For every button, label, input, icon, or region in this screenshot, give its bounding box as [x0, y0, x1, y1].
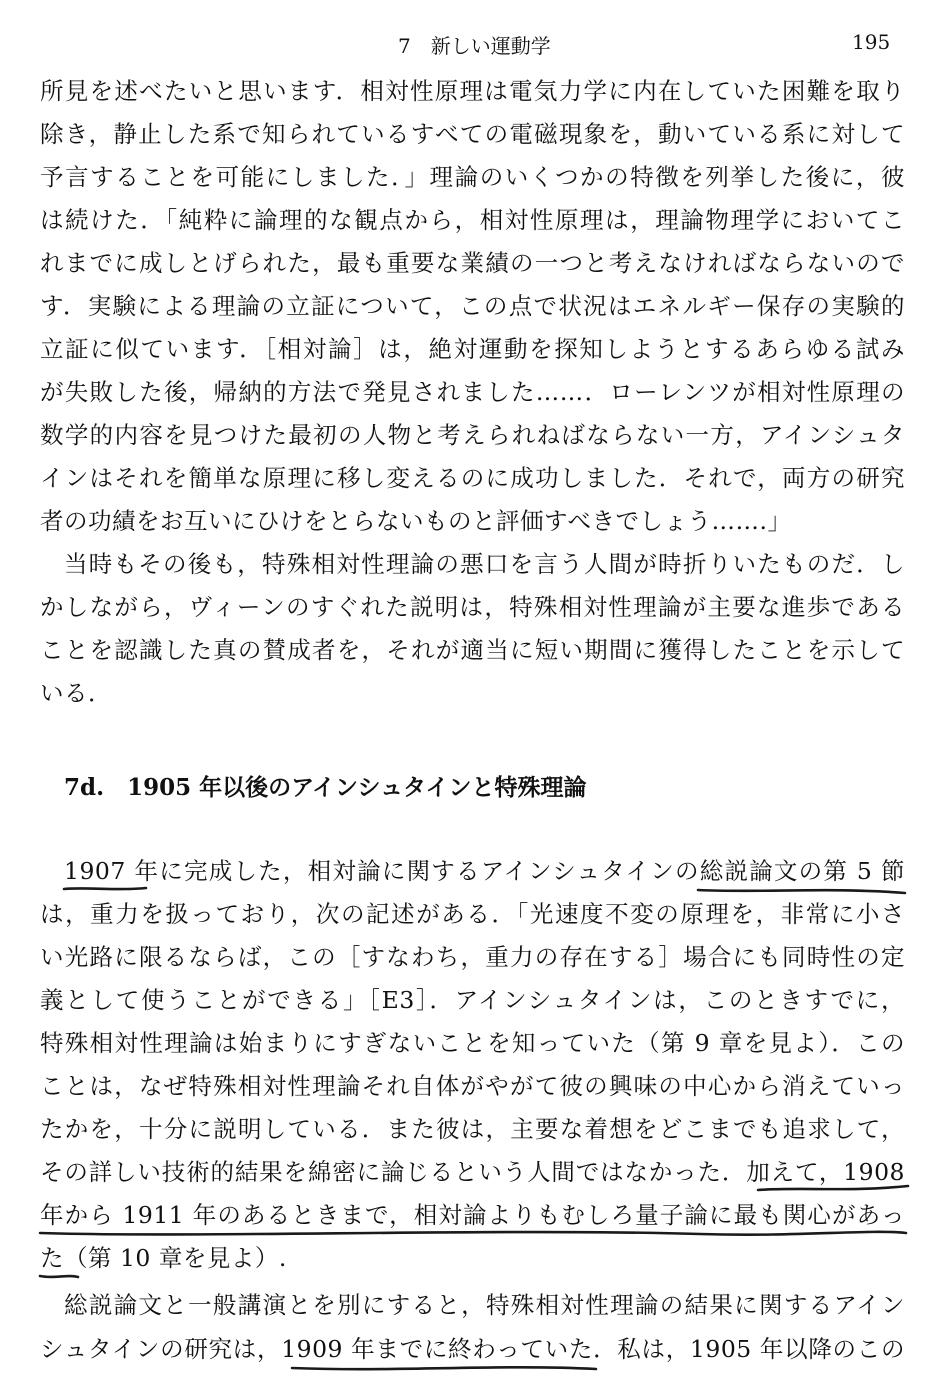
text-line: その詳しい技術的結果を綿密に論じるという人間ではなかった．加えて，1908: [40, 1158, 905, 1186]
chapter-title: 7 新しい運動学: [398, 34, 551, 58]
text-line: す．実験による理論の立証について，この点で状況はエネルギー保存の実験的: [40, 292, 905, 320]
text-line: 1907 年に完成した，相対論に関するアインシュタインの総説論文の第 5 節: [64, 857, 905, 885]
text-line: たかを，十分に説明している．また彼は，主要な着想をどこまでも追求して，: [40, 1115, 905, 1143]
text-line: 総説論文と一般講演とを別にすると，特殊相対性理論の結果に関するアイン: [64, 1291, 905, 1319]
text-line: 数学的内容を見つけた最初の人物と考えられねばならない一方，アインシュタ: [40, 421, 905, 449]
text-line: た（第 10 章を見よ）.: [40, 1244, 287, 1272]
running-head: [0, 30, 945, 60]
underline-1907: [64, 888, 146, 889]
text-line: 特殊相対性理論は始まりにすぎないことを知っていた（第 9 章を見よ）．この: [40, 1029, 905, 1057]
text-line: 所見を述べたいと思います．相対性原理は電気力学に内在していた困難を取り: [40, 77, 905, 105]
text-line: は続けた．「純粋に論理的な観点から，相対性原理は，理論物理学においてこ: [40, 206, 905, 234]
page-number: 195: [852, 30, 891, 54]
underline-quantum: [40, 1232, 906, 1235]
section-heading: 7d. 1905 年以後のアインシュタインと特殊理論: [64, 774, 587, 801]
text-line: ことは，なぜ特殊相対性理論それ自体がやがて彼の興味の中心から消えていっ: [40, 1072, 905, 1100]
text-line: れまでに成しとげられた，最も重要な業績の一つと考えなければならないので: [40, 249, 905, 277]
text-line: 年から 1911 年のあるときまで，相対論よりもむしろ量子論に最も関心があっ: [40, 1201, 905, 1229]
text-line: 当時もその後も，特殊相対性理論の悪口を言う人間が時折りいたものだ．し: [64, 550, 905, 578]
text-line: 者の功績をお互いにひけをとらないものと評価すべきでしょう…….」: [40, 507, 792, 535]
text-line: 除き，静止した系で知られているすべての電磁現象を，動いている系に対して: [40, 120, 905, 148]
underline-1909: [292, 1367, 596, 1369]
text-line: 立証に似ています．［相対論］は，絶対運動を探知しようとするあらゆる試み: [40, 335, 905, 363]
text-line: は，重力を扱っており，次の記述がある．「光速度不変の原理を，非常に小さ: [40, 900, 905, 928]
text-line: 予言することを可能にしました．」理論のいくつかの特徴を列挙した後に，彼: [40, 163, 905, 191]
text-line: シュタインの研究は，1909 年までに終わっていた．私は，1905 年以降のこの: [40, 1335, 905, 1363]
text-line: かしながら，ヴィーンのすぐれた説明は，特殊相対性理論が主要な進歩である: [40, 593, 905, 621]
underline-ta: [40, 1276, 78, 1277]
text-line: い光路に限るならば，この［すなわち，重力の存在する］場合にも同時性の定: [40, 943, 905, 971]
text-line: ことを認識した真の賛成者を，それが適当に短い期間に獲得したことを示して: [40, 636, 905, 664]
text-line: いる．: [40, 679, 112, 707]
underline-review-paper: [698, 890, 905, 893]
text-line: インはそれを簡単な原理に移し変えるのに成功しました．それで，両方の研究: [40, 464, 905, 492]
text-line: 義として使うことができる」［E3］．アインシュタインは，このときすでに，: [40, 986, 905, 1014]
text-line: が失敗した後，帰納的方法で発見されました……．ローレンツが相対性原理の: [40, 378, 905, 406]
